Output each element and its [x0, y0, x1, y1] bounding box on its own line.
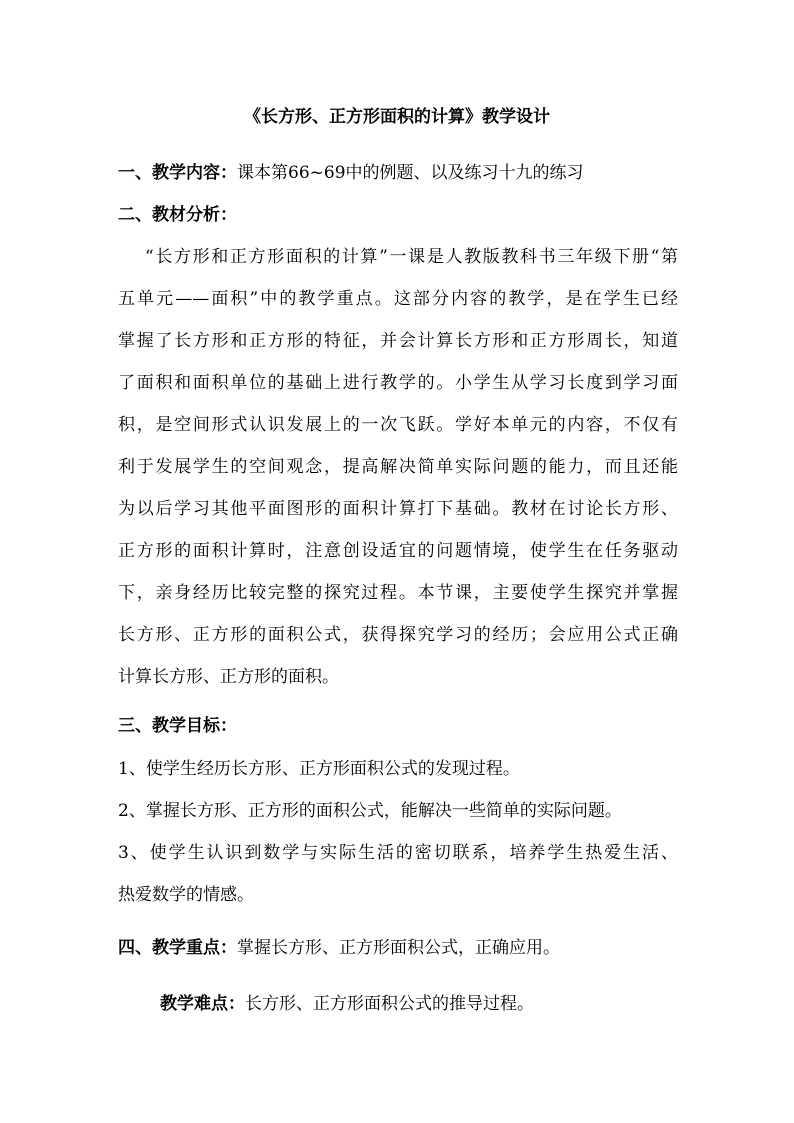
key-points-text: 掌握长方形、正方形面积公式，正确应用。 [237, 938, 560, 958]
difficulty-label: 教学难点： [160, 994, 245, 1014]
section-heading-objectives: 三、教学目标： [118, 716, 237, 736]
analysis-line: 长方形、正方形的面积公式，获得探究学习的经历；会应用公式正确 [118, 625, 678, 645]
section-heading-analysis: 二、教材分析： [118, 205, 237, 225]
analysis-line: 利于发展学生的空间观念，提高解决简单实际问题的能力，而且还能 [118, 457, 678, 477]
objective-item: 3、使学生认识到数学与实际生活的密切联系，培养学生热爱生活、 [118, 843, 678, 863]
section-heading: 四、教学重点： [118, 938, 237, 958]
difficulty-line [160, 993, 720, 1015]
section-key-points [118, 937, 678, 959]
analysis-line: 掌握了长方形和正方形的特征，并会计算长方形和正方形周长，知道 [118, 331, 678, 351]
section-teaching-content [118, 162, 678, 184]
analysis-line: 五单元——面积”中的教学重点。这部分内容的教学，是在学生已经 [118, 289, 678, 309]
analysis-line: 计算长方形、正方形的面积。 [118, 667, 339, 687]
objective-item: 热爱数学的情感。 [118, 885, 254, 905]
analysis-line: “长方形和正方形面积的计算”一课是人教版教科书三年级下册“第 [145, 247, 678, 267]
section-text: 课本第66~69中的例题、以及练习十九的练习 [237, 163, 584, 183]
difficulty-text: 长方形、正方形面积公式的推导过程。 [245, 994, 534, 1014]
analysis-line: 正方形的面积计算时，注意创设适宜的问题情境，使学生在任务驱动 [118, 541, 678, 561]
section-heading: 一、教学内容： [118, 163, 237, 183]
analysis-line: 了面积和面积单位的基础上进行教学的。小学生从学习长度到学习面 [118, 373, 678, 393]
objective-item: 1、使学生经历长方形、正方形面积公式的发现过程。 [118, 759, 520, 779]
analysis-line: 下，亲身经历比较完整的探究过程。本节课，主要使学生探究并掌握 [118, 583, 678, 603]
analysis-line: 积，是空间形式认识发展上的一次飞跃。学好本单元的内容，不仅有 [118, 415, 678, 435]
analysis-line: 为以后学习其他平面图形的面积计算打下基础。教材在讨论长方形、 [118, 499, 678, 519]
objective-item: 2、掌握长方形、正方形的面积公式，能解决一些简单的实际问题。 [118, 801, 622, 821]
document-title: 《长方形、正方形面积的计算》教学设计 [244, 107, 550, 127]
